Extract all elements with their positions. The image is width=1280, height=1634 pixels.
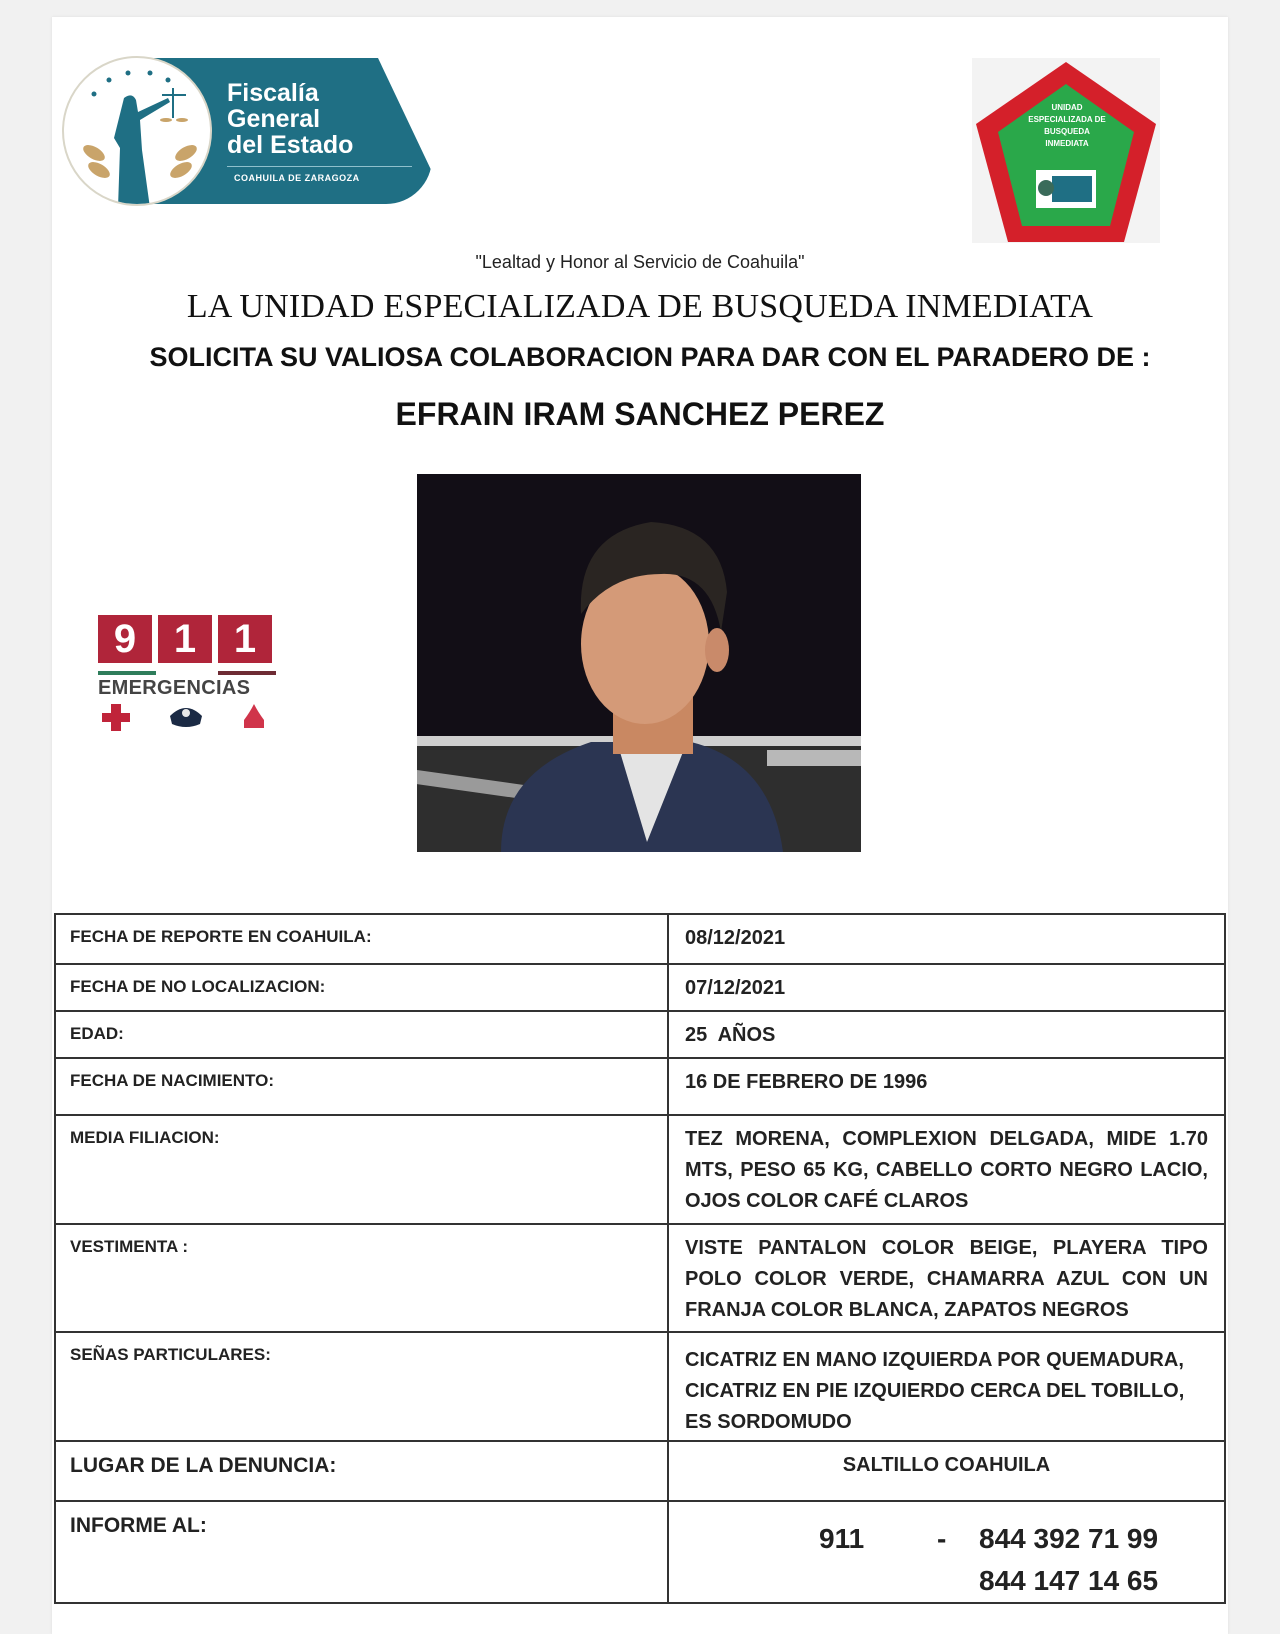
red-line: [218, 671, 276, 675]
fiscalia-line3: del Estado: [227, 131, 354, 159]
medical-cross-icon: [100, 702, 132, 737]
fiscalia-subtitle: COAHUILA DE ZARAGOZA: [234, 173, 360, 183]
description-label: MEDIA FILIACION:: [55, 1115, 668, 1224]
table-row: [55, 1011, 1225, 1058]
table-row: [55, 1501, 1225, 1603]
emergency-icons: [98, 702, 276, 737]
age-label: EDAD:: [55, 1011, 668, 1058]
birth-date-label: FECHA DE NACIMIENTO:: [55, 1058, 668, 1115]
missing-person-info-table: [54, 913, 1226, 1604]
report-date-label: FECHA DE REPORTE EN COAHUILA:: [55, 914, 668, 964]
phone-number-2[interactable]: 844 147 14 65: [979, 1565, 1159, 1596]
missing-date-label: FECHA DE NO LOCALIZACION:: [55, 964, 668, 1011]
fiscalia-divider: [227, 166, 412, 167]
table-row: [55, 1058, 1225, 1115]
police-cap-icon: [168, 702, 204, 737]
table-row: [55, 1441, 1225, 1501]
clothing-label: VESTIMENTA :: [55, 1224, 668, 1332]
fiscalia-logo: [62, 56, 432, 206]
contact-value: [668, 1501, 1225, 1603]
distinguishing-marks-value: CICATRIZ EN MANO IZQUIERDA POR QUEMADURA, CICATRIZ EN PIE IZQUIERDO CERCA DEL TOBILLO, ES SORDOMUDO: [668, 1332, 1225, 1441]
missing-person-photo: [417, 474, 861, 852]
table-row: [55, 1332, 1225, 1441]
table-row: [55, 1115, 1225, 1224]
fire-icon: [240, 702, 268, 737]
justice-emblem-icon: [62, 56, 212, 206]
table-row: [55, 914, 1225, 964]
digit-9: 9: [98, 615, 152, 663]
age-value: 25 AÑOS: [668, 1011, 1225, 1058]
complaint-place-value: SALTILLO COAHUILA: [668, 1441, 1225, 1501]
table-row: [55, 964, 1225, 1011]
911-divider-lines: [98, 671, 276, 675]
complaint-place-label: LUGAR DE LA DENUNCIA:: [55, 1441, 668, 1501]
report-date-value: 08/12/2021: [668, 914, 1225, 964]
fiscalia-logo-text: [227, 80, 353, 158]
uebi-badge-text: UNIDAD ESPECIALIZADA DE BUSQUEDA INMEDIATA: [1028, 103, 1106, 148]
911-digits: [98, 615, 276, 663]
table-row: [55, 1224, 1225, 1332]
motto: "Lealtad y Honor al Servicio de Coahuila": [475, 252, 805, 272]
distinguishing-marks-label: SEÑAS PARTICULARES:: [55, 1332, 668, 1441]
collaboration-request: SOLICITA SU VALIOSA COLABORACION PARA DAR CON EL PARADERO DE :: [149, 342, 1151, 372]
fiscalia-line1: Fiscalía: [227, 79, 319, 107]
unit-title: LA UNIDAD ESPECIALIZADA DE BUSQUEDA INMEDIATA: [186, 288, 1094, 325]
green-line: [98, 671, 156, 675]
digit-1: 1: [158, 615, 212, 663]
emergencias-911-logo: [98, 615, 276, 740]
birth-date-value: 16 DE FEBRERO DE 1996: [668, 1058, 1225, 1115]
phone-number-1[interactable]: 844 392 71 99: [979, 1523, 1159, 1554]
clothing-value: VISTE PANTALON COLOR BEIGE, PLAYERA TIPO POLO COLOR VERDE, CHAMARRA AZUL CON UN FRANJA COLOR BLANCA, ZAPATOS NEGROS: [668, 1224, 1225, 1332]
fiscalia-line2: General: [227, 105, 321, 133]
missing-date-value: 07/12/2021: [668, 964, 1225, 1011]
digit-1-second: 1: [218, 615, 272, 663]
emergencias-label: EMERGENCIAS: [98, 677, 251, 699]
emergency-number[interactable]: 911: [819, 1523, 865, 1554]
phone-separator: -: [937, 1523, 947, 1554]
description-value: TEZ MORENA, COMPLEXION DELGADA, MIDE 1.70 MTS, PESO 65 KG, CABELLO CORTO NEGRO LACIO, OJOS COLOR CAFÉ CLAROS: [668, 1115, 1225, 1224]
missing-person-name: EFRAIN IRAM SANCHEZ PEREZ: [395, 396, 885, 432]
contact-label: INFORME AL:: [55, 1501, 668, 1603]
uebi-badge-logo: [972, 58, 1160, 243]
